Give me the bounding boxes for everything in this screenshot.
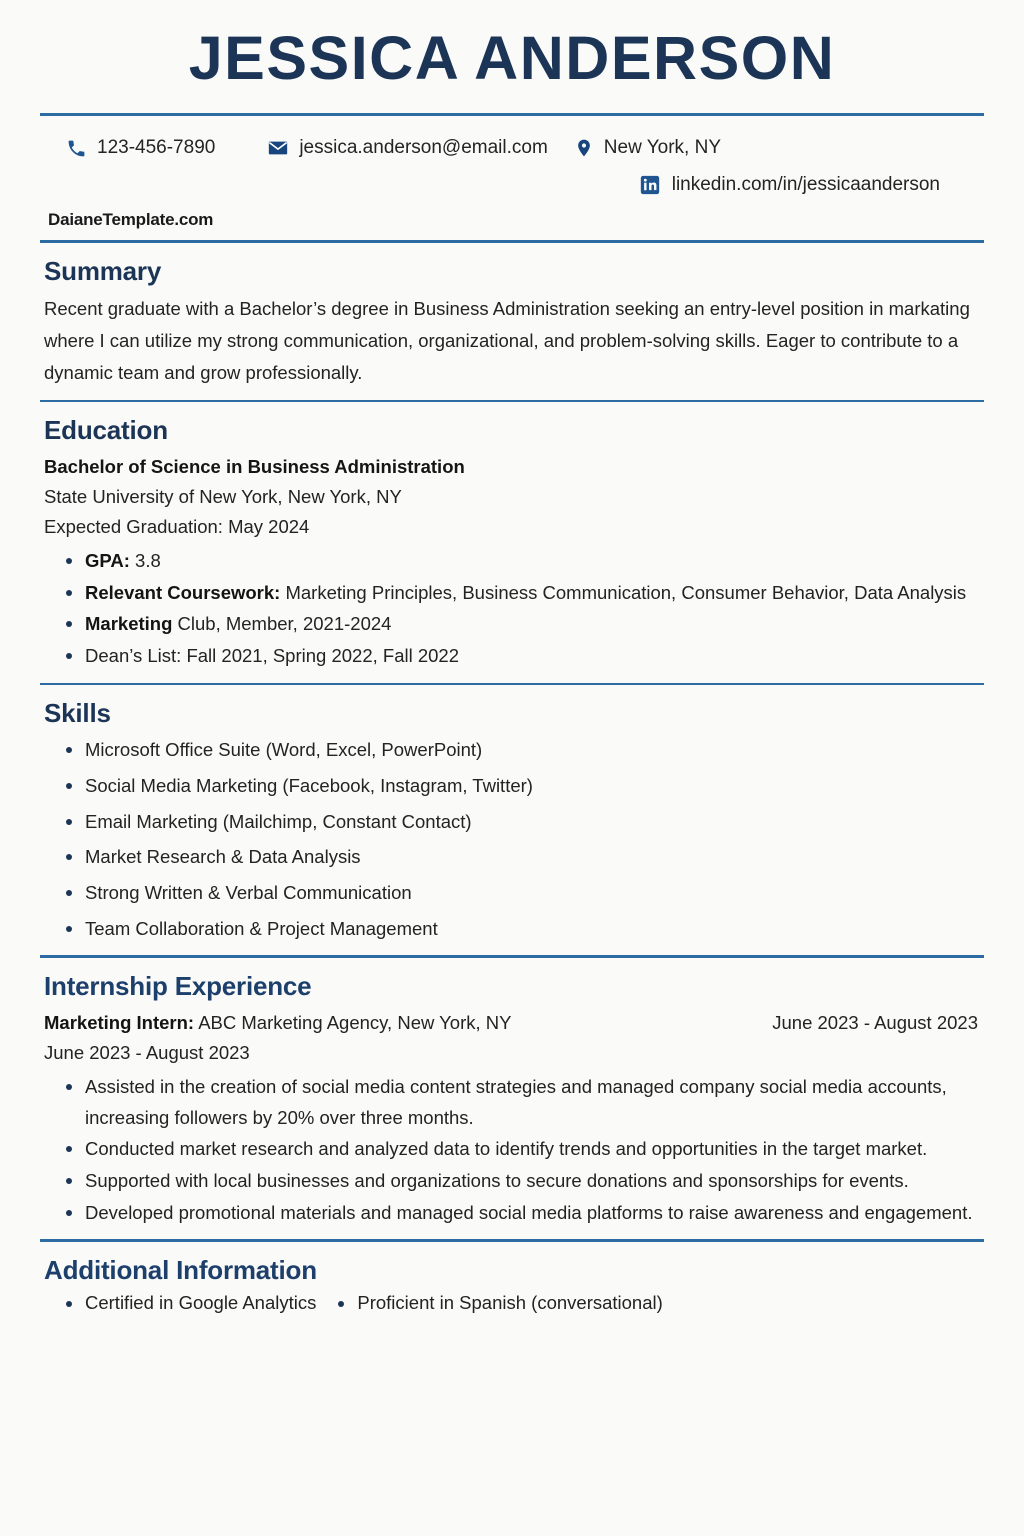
email-icon <box>267 137 289 159</box>
additional-list <box>44 1292 980 1314</box>
location-text: New York, NY <box>603 137 722 159</box>
bullet-text: Marketing Principles, Business Communication, Consumer Behavior, Data Analysis <box>280 581 967 603</box>
list-item: Email Marketing (Mailchimp, Constant Contact) <box>66 807 980 838</box>
contact-email[interactable] <box>267 137 547 159</box>
list-item: Proficient in Spanish (conversational) <box>338 1292 662 1314</box>
experience-bullets <box>44 1072 980 1229</box>
job-role: Marketing Intern: <box>44 1011 195 1033</box>
list-item: Strong Written & Verbal Communication <box>66 878 980 909</box>
job-company: ABC Marketing Agency, New York, NY <box>194 1011 512 1033</box>
candidate-name: JESSICA ANDERSON <box>188 24 836 92</box>
header-second-row <box>40 174 984 232</box>
education-bullets <box>44 546 980 672</box>
phone-number: 123-456-7890 <box>97 137 216 159</box>
education-heading: Education <box>44 415 168 446</box>
divider-after-skills <box>40 955 984 958</box>
bullet-text: Dean’s List: Fall 2021, Spring 2022, Fall 2022 <box>85 645 460 667</box>
list-item: Supported with local businesses and organizations to secure donations and sponsorships for events. <box>66 1166 980 1197</box>
list-item: Market Research & Data Analysis <box>66 842 980 873</box>
list-item: Developed promotional materials and managed social media platforms to raise awareness and engagement. <box>66 1198 980 1229</box>
section-additional-information <box>40 1255 984 1314</box>
bullet-text: Club, Member, 2021-2024 <box>172 613 392 635</box>
section-skills <box>40 698 984 944</box>
linkedin-url: linkedin.com/in/jessicaanderson <box>671 174 940 196</box>
list-item: Assisted in the creation of social media content strategies and managed company social media accounts, increasing followers by 20% over three months. <box>66 1072 980 1133</box>
divider-after-experience <box>40 1239 984 1242</box>
skills-heading: Skills <box>44 698 111 729</box>
contact-phone[interactable] <box>66 137 215 159</box>
header-divider-bottom <box>40 240 984 243</box>
bullet-label: Marketing <box>85 613 173 635</box>
location-pin-icon <box>574 137 594 159</box>
email-address: jessica.anderson@email.com <box>299 137 548 159</box>
list-item: Certified in Google Analytics <box>66 1292 316 1314</box>
list-item: Microsoft Office Suite (Word, Excel, PowerPoint) <box>66 735 980 766</box>
job-date-range: June 2023 - August 2023 <box>772 1011 978 1033</box>
education-school: State University of New York, New York, NY <box>44 486 402 508</box>
bullet-label: GPA: <box>85 549 130 571</box>
list-item <box>66 641 980 672</box>
education-degree: Bachelor of Science in Business Administration <box>44 456 465 478</box>
template-watermark: DaianeTemplate.com <box>48 210 214 230</box>
job-date-range-secondary: June 2023 - August 2023 <box>44 1041 250 1063</box>
skills-list <box>44 735 980 944</box>
summary-heading: Summary <box>44 255 162 286</box>
section-summary <box>40 256 984 389</box>
section-experience <box>40 971 984 1228</box>
header-divider-top <box>40 113 984 116</box>
list-item <box>66 609 980 640</box>
list-item: Team Collaboration & Project Management <box>66 914 980 945</box>
summary-text: Recent graduate with a Bachelor’s degree in Business Administration seeking an entry-level position in markating where I can utilize my strong communication, organizational, and problem-solving skills. Eager to contribute to a dynamic team and grow professionally. <box>44 297 970 383</box>
bullet-label: Relevant Coursework: <box>85 581 281 603</box>
phone-icon <box>66 138 87 159</box>
linkedin-icon <box>639 174 661 196</box>
section-education <box>40 415 984 672</box>
contact-linkedin[interactable] <box>639 174 940 196</box>
contact-location <box>574 137 721 159</box>
list-item: Conducted market research and analyzed data to identify trends and opportunities in the target market. <box>66 1134 980 1165</box>
education-graduation: Expected Graduation: May 2024 <box>44 515 310 537</box>
resume-header <box>40 0 984 243</box>
list-item: Social Media Marketing (Facebook, Instagram, Twitter) <box>66 771 980 802</box>
list-item <box>66 546 980 577</box>
additional-heading: Additional Information <box>44 1254 317 1285</box>
experience-heading: Internship Experience <box>44 970 312 1001</box>
list-item <box>66 578 980 609</box>
contact-row <box>40 133 984 163</box>
divider-after-education <box>40 683 984 686</box>
bullet-text: 3.8 <box>129 549 161 571</box>
job-header <box>44 1008 980 1038</box>
job-title-company <box>44 1008 511 1038</box>
divider-after-summary <box>40 400 984 403</box>
